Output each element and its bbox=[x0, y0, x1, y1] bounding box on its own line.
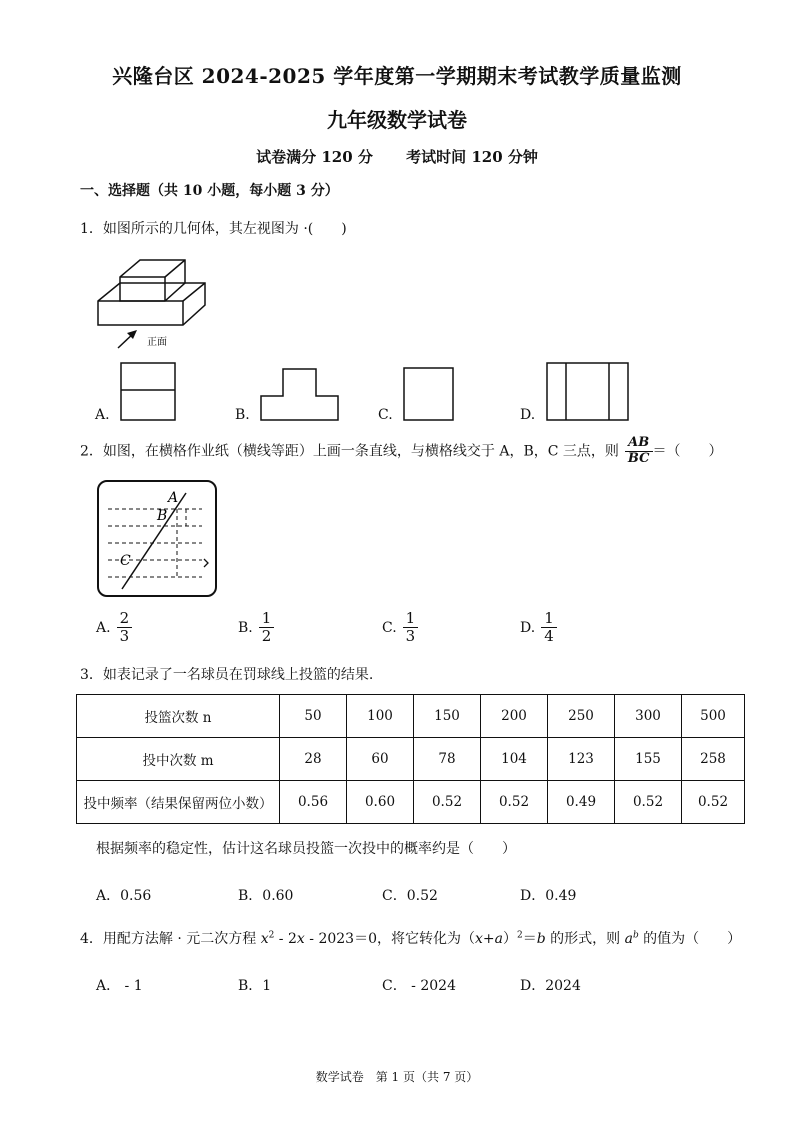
point-b-label: B bbox=[157, 508, 168, 524]
q4-exponent: 2 bbox=[268, 930, 275, 941]
q3-option-c: C．0.52 bbox=[382, 888, 438, 904]
q4-var-x2: x bbox=[296, 931, 305, 947]
q2-option-c-numerator: 1 bbox=[403, 610, 419, 628]
time-info: 考试时间 120 分钟 bbox=[406, 148, 538, 166]
q4-text-3: - 2023＝0，将它转化为（ bbox=[304, 931, 475, 947]
shooting-results-table bbox=[76, 694, 745, 824]
front-arrow-icon bbox=[118, 330, 137, 348]
table-cell: 0.52 bbox=[481, 781, 548, 824]
q2-option-b-fraction bbox=[259, 610, 275, 646]
table-cell: 0.52 bbox=[414, 781, 481, 824]
table-row bbox=[77, 695, 745, 738]
q2-fraction-numerator: AB bbox=[625, 436, 653, 452]
q2-option-c-denominator: 3 bbox=[405, 627, 416, 646]
q4-option-c: C． - 2024 bbox=[382, 978, 456, 994]
solid-figure bbox=[95, 255, 215, 355]
q3-option-a: A．0.56 bbox=[96, 888, 152, 904]
row-header-frequency: 投中频率（结果保留两位小数） bbox=[77, 781, 280, 824]
question-4-text bbox=[80, 928, 741, 948]
table-cell: 0.52 bbox=[682, 781, 745, 824]
q3-option-d: D．0.49 bbox=[520, 888, 577, 904]
table-cell: 123 bbox=[548, 738, 615, 781]
ruled-paper-figure bbox=[96, 479, 218, 599]
q3-option-b: B．0.60 bbox=[238, 888, 294, 904]
exam-title: 兴隆台区 2024-2025 学年度第一学期期末考试教学质量监测 bbox=[112, 64, 682, 88]
table-cell: 78 bbox=[414, 738, 481, 781]
page-footer: 数学试卷 第 1 页（共 7 页） bbox=[315, 1070, 479, 1084]
q4-var-x: x bbox=[260, 931, 269, 947]
question-1-text: 1．如图所示的几何体，其左视图为 ·( ) bbox=[80, 221, 347, 237]
q1-option-d-label: D. bbox=[520, 407, 536, 423]
q2-option-a-label: A. bbox=[96, 619, 111, 636]
row-header-hits: 投中次数 m bbox=[77, 738, 280, 781]
table-cell: 250 bbox=[548, 695, 615, 738]
q2-fraction-denominator: BC bbox=[627, 450, 650, 466]
q1-option-a-label: A. bbox=[95, 407, 110, 423]
table-cell: 200 bbox=[481, 695, 548, 738]
front-label: 正面 bbox=[147, 337, 167, 348]
table-cell: 300 bbox=[615, 695, 682, 738]
q1-option-b-figure bbox=[260, 368, 340, 422]
table-cell: 155 bbox=[615, 738, 682, 781]
section-title: 一、选择题（共 10 小题，每小题 3 分） bbox=[80, 183, 339, 199]
q2-option-a-numerator: 2 bbox=[117, 610, 133, 628]
table-row bbox=[77, 738, 745, 781]
table-cell: 0.52 bbox=[615, 781, 682, 824]
q4-option-b: B．1 bbox=[238, 978, 272, 994]
q2-text-after: ＝（ ） bbox=[652, 443, 723, 460]
q4-text-1: 4．用配方法解 · 元二次方程 bbox=[80, 931, 261, 947]
table-cell: 258 bbox=[682, 738, 745, 781]
q1-option-a-figure bbox=[120, 362, 176, 422]
q4-option-a: A． - 1 bbox=[96, 978, 143, 994]
q2-option-c-label: C. bbox=[382, 619, 397, 636]
q4-option-d: D．2024 bbox=[520, 978, 581, 994]
q1-option-c-figure bbox=[403, 367, 455, 422]
q2-option-b-label: B. bbox=[238, 619, 253, 636]
table-cell: 0.49 bbox=[548, 781, 615, 824]
q2-option-c bbox=[382, 610, 418, 646]
q4-text-2: - 2 bbox=[274, 931, 297, 947]
table-cell: 28 bbox=[280, 738, 347, 781]
point-a-label: A bbox=[168, 490, 179, 506]
question-2-text bbox=[80, 436, 723, 467]
q1-option-d-figure bbox=[546, 362, 630, 422]
exam-info bbox=[0, 146, 794, 167]
q2-option-a-denominator: 3 bbox=[119, 627, 130, 646]
table-cell: 0.60 bbox=[347, 781, 414, 824]
row-header-attempts: 投篮次数 n bbox=[77, 695, 280, 738]
table-cell: 50 bbox=[280, 695, 347, 738]
q4-text-6: 的形式，则 bbox=[545, 931, 625, 947]
q2-option-d bbox=[520, 610, 557, 646]
table-cell: 60 bbox=[347, 738, 414, 781]
q4-text-5: ＝ bbox=[522, 931, 537, 947]
q2-option-c-fraction bbox=[403, 610, 419, 646]
q2-option-d-denominator: 4 bbox=[544, 627, 554, 646]
q2-option-b bbox=[238, 610, 274, 646]
q2-option-d-numerator: 1 bbox=[541, 610, 557, 628]
q2-option-b-numerator: 1 bbox=[259, 610, 275, 628]
q4-var-xa: x+a bbox=[474, 931, 503, 947]
q2-option-d-fraction bbox=[541, 610, 557, 646]
q4-exponent-2: 2 bbox=[516, 930, 523, 941]
q2-fraction bbox=[625, 436, 653, 467]
question-3-prompt: 根据频率的稳定性，估计这名球员投篮一次投中的概率约是（ ） bbox=[96, 841, 516, 857]
q4-exponent-b: b bbox=[632, 930, 639, 941]
table-cell: 100 bbox=[347, 695, 414, 738]
table-cell: 500 bbox=[682, 695, 745, 738]
exam-subtitle: 九年级数学试卷 bbox=[327, 108, 467, 132]
q2-text-before: 2．如图，在横格作业纸（横线等距）上画一条直线，与横格线交于 A，B，C 三点，则 bbox=[80, 443, 619, 460]
q4-text-4: ） bbox=[502, 931, 517, 947]
q4-var-a: a bbox=[624, 931, 633, 947]
q1-option-c-label: C. bbox=[378, 407, 393, 423]
table-cell: 150 bbox=[414, 695, 481, 738]
q2-option-a bbox=[96, 610, 132, 646]
table-cell: 104 bbox=[481, 738, 548, 781]
q2-option-a-fraction bbox=[117, 610, 133, 646]
table-cell: 0.56 bbox=[280, 781, 347, 824]
question-3-text: 3．如表记录了一名球员在罚球线上投篮的结果. bbox=[80, 667, 374, 683]
q4-var-b: b bbox=[536, 931, 546, 947]
q2-option-b-denominator: 2 bbox=[261, 627, 272, 646]
table-row bbox=[77, 781, 745, 824]
score-info: 试卷满分 120 分 bbox=[256, 148, 373, 166]
q2-option-d-label: D. bbox=[520, 619, 536, 636]
q1-option-b-label: B. bbox=[235, 407, 250, 423]
q4-text-7: 的值为（ ） bbox=[638, 931, 742, 947]
point-c-label: C bbox=[120, 553, 131, 569]
